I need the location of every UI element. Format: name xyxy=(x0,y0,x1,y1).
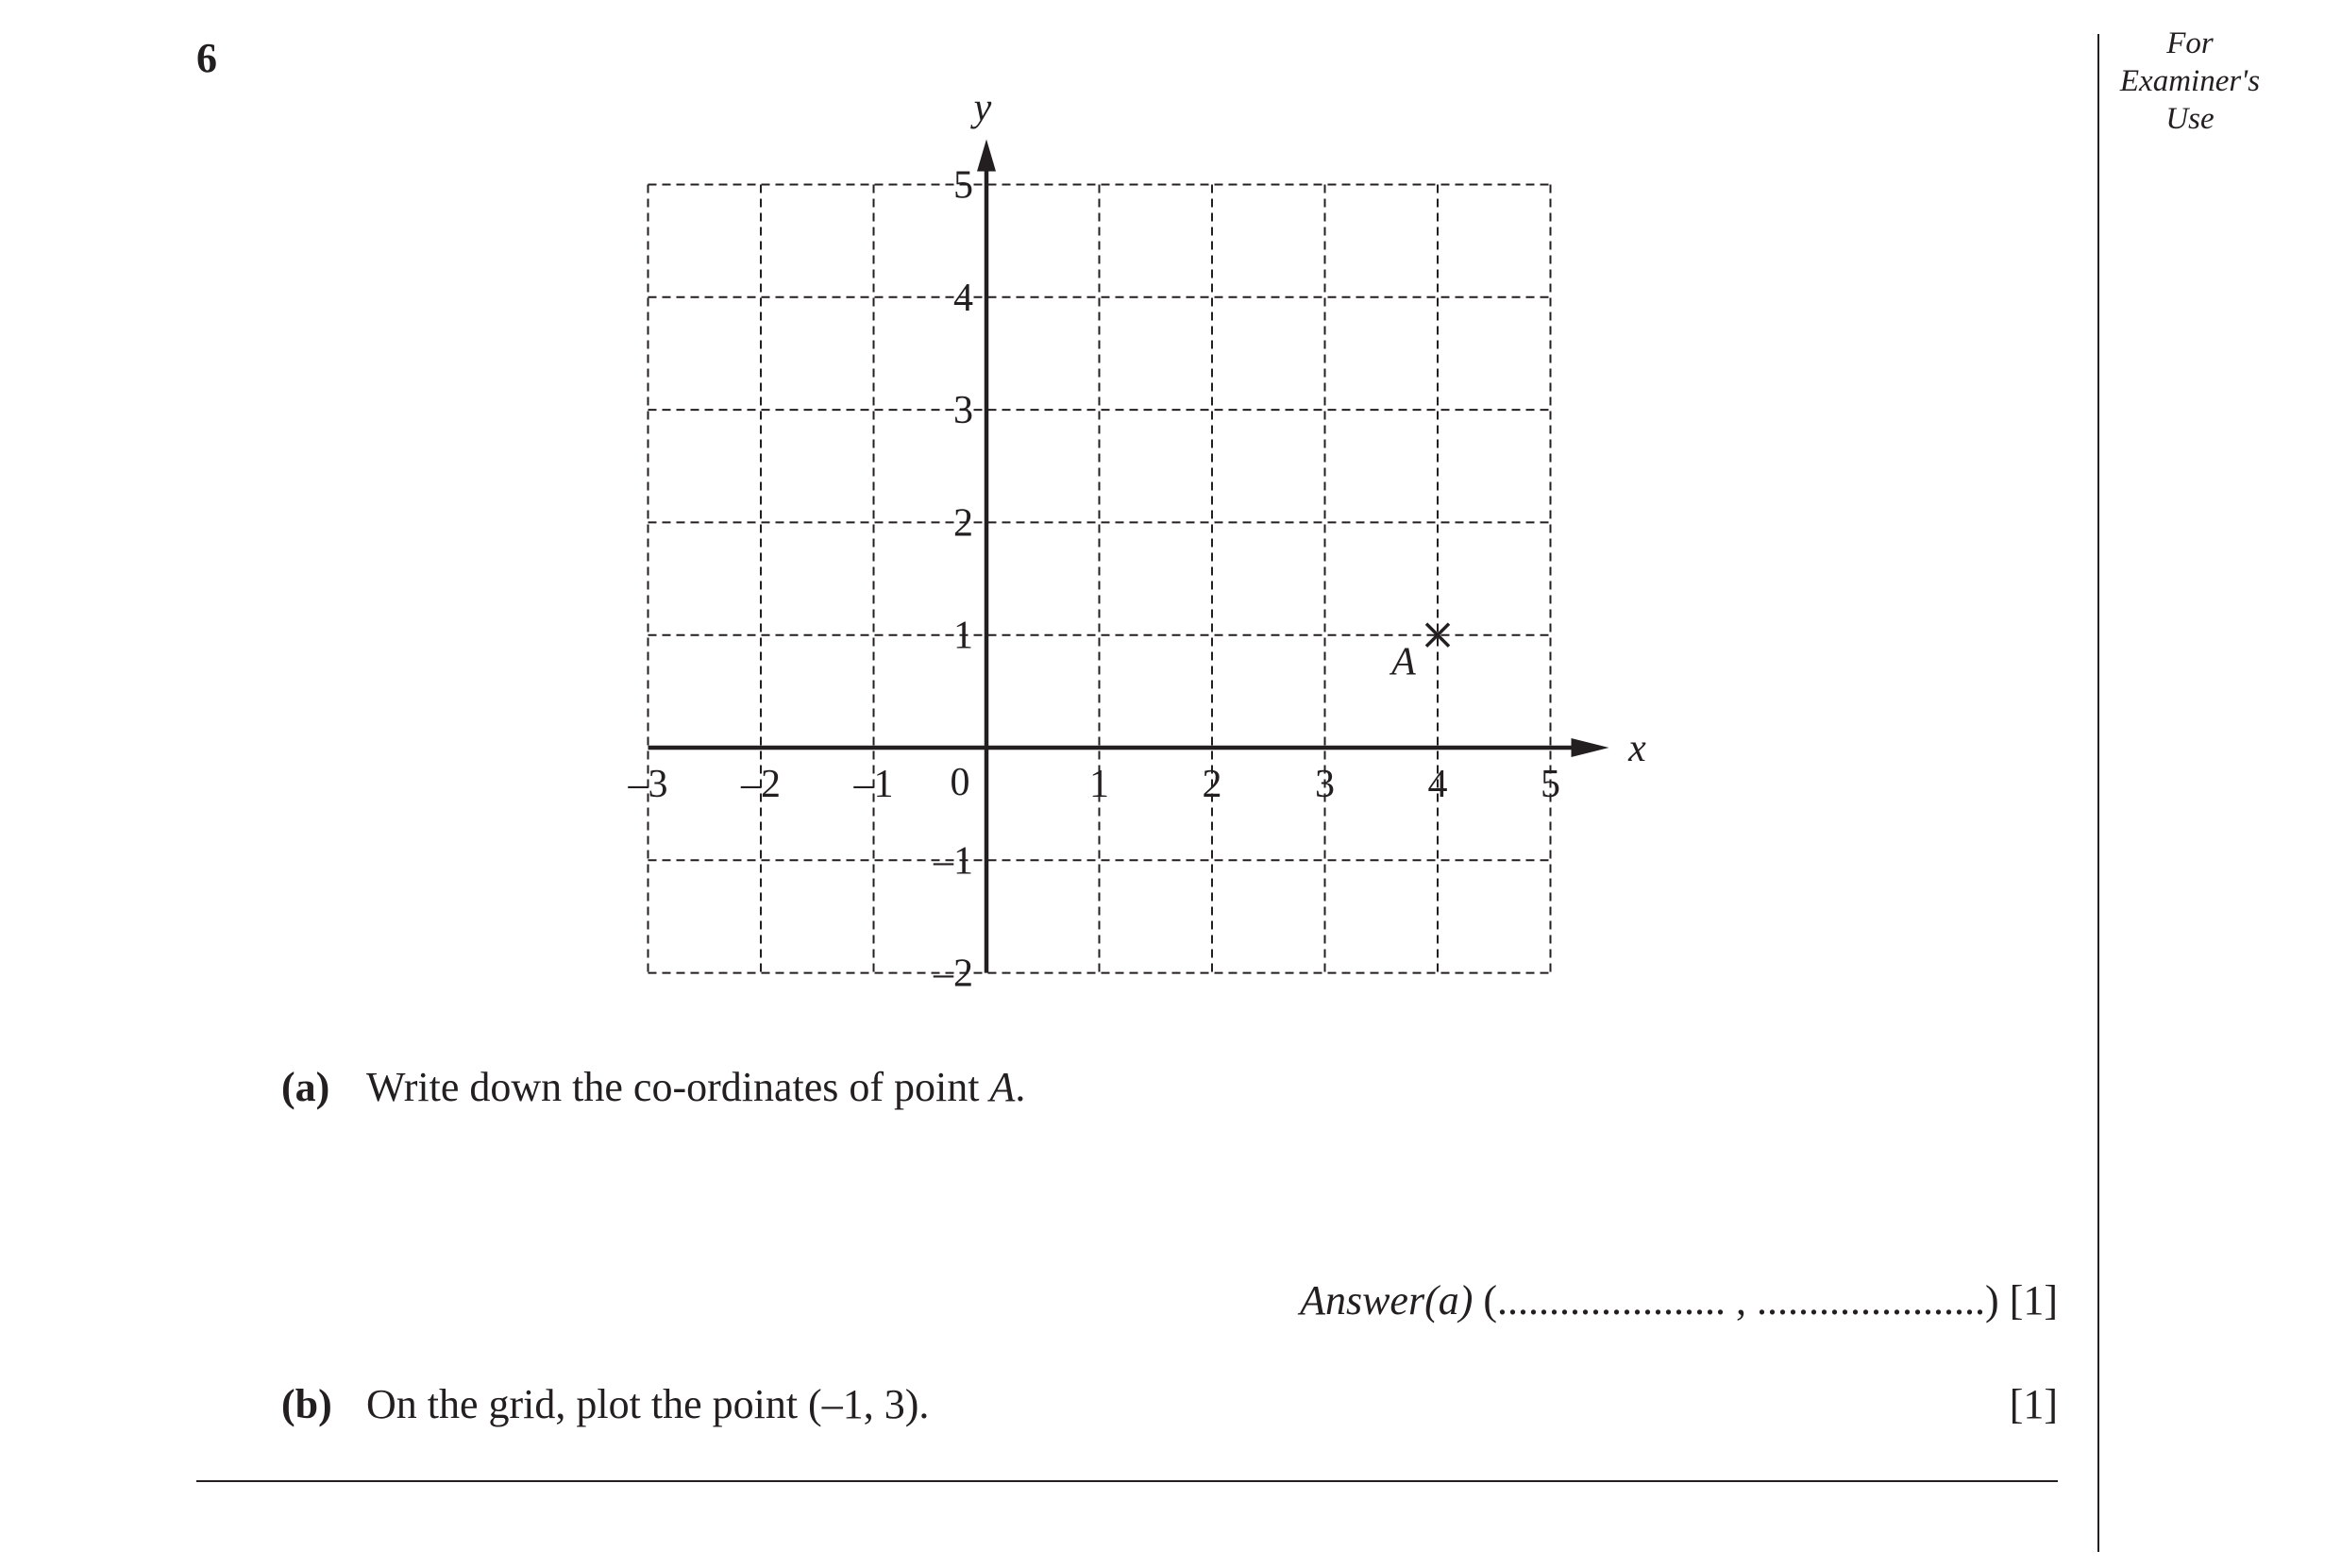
x-tick-label: 4 xyxy=(1427,763,1448,806)
answer-a-prefix: Answer(a) xyxy=(1300,1277,1474,1324)
x-tick-label: –1 xyxy=(853,763,894,806)
part-b-label: (b) xyxy=(281,1381,332,1427)
y-tick-label: –1 xyxy=(934,839,973,884)
answer-a-blank[interactable]: (...................... , ......................) xyxy=(1483,1277,1999,1324)
y-tick-label: 3 xyxy=(953,389,973,433)
part-a-period: . xyxy=(1015,1064,1026,1110)
examiner-note-line-3: Use xyxy=(2165,102,2215,136)
examiner-note-line-2: Examiner's xyxy=(2119,64,2261,98)
part-a-question xyxy=(281,1063,1025,1111)
x-axis-label: x xyxy=(1628,727,1646,770)
part-b-text: On the grid, plot the point (–1, 3). xyxy=(366,1381,930,1427)
examiner-note-line-1: For xyxy=(2166,26,2214,60)
part-b-question xyxy=(281,1380,929,1428)
point-label-A: A xyxy=(1391,640,1416,684)
x-tick-label: 3 xyxy=(1315,763,1335,806)
y-tick-label: 5 xyxy=(953,163,973,208)
y-tick-label: 1 xyxy=(953,614,973,658)
answer-a-line[interactable] xyxy=(1300,1276,2058,1324)
x-tick-label: –3 xyxy=(628,763,668,806)
answer-a-marks: [1] xyxy=(2009,1277,2058,1324)
y-tick-label: –2 xyxy=(934,952,973,996)
x-axis-arrow xyxy=(1572,738,1609,757)
y-axis-label: y xyxy=(973,86,992,130)
y-tick-label: 4 xyxy=(953,276,973,320)
x-tick-label: –2 xyxy=(741,763,781,806)
x-tick-label: 2 xyxy=(1202,763,1222,806)
x-tick-label: 5 xyxy=(1541,763,1560,806)
y-tick-label: 2 xyxy=(953,501,973,546)
part-a-label: (a) xyxy=(281,1064,330,1110)
bottom-rule xyxy=(196,1480,2058,1482)
y-axis-arrow xyxy=(977,140,996,172)
part-a-text: Write down the co-ordinates of point xyxy=(366,1064,990,1110)
origin-label: 0 xyxy=(950,761,970,804)
part-a-point-name: A xyxy=(989,1064,1016,1110)
part-b-marks: [1] xyxy=(2009,1381,2058,1427)
question-number: 6 xyxy=(196,35,217,81)
x-tick-label: 1 xyxy=(1089,763,1109,806)
